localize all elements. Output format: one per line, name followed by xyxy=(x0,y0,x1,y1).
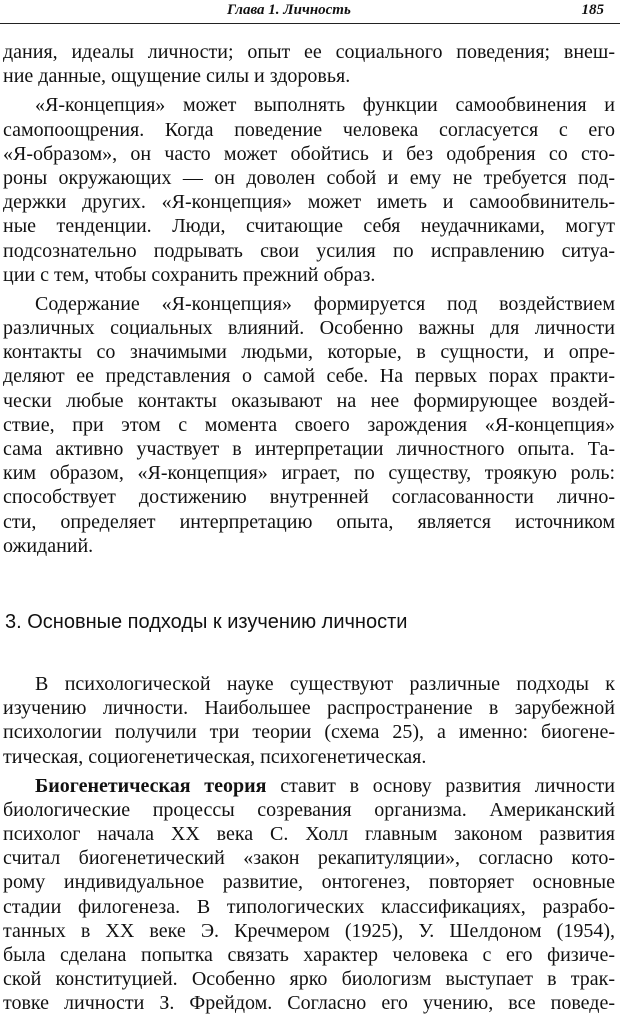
paragraph-line: ные тенденции. Люди, считающие себя неудачниками, могут xyxy=(3,215,615,238)
paragraph-line: держки других. «Я-концепция» может иметь и самообвинитель- xyxy=(3,191,615,214)
paragraph-line: была сделана попытка связать характер человека с его физиче- xyxy=(3,944,615,966)
section-heading: 3. Основные подходы к изучению личности xyxy=(5,610,408,633)
page-body xyxy=(3,40,615,1021)
text-block-1 xyxy=(3,40,615,558)
paragraph-line: биологические процессы созревания организма. Американский xyxy=(3,798,615,821)
paragraph-line: тическая, социогенетическая, психогенетическая. xyxy=(3,745,427,768)
paragraph-line: ожиданий. xyxy=(3,534,94,557)
paragraph-line: подсознательно подрывать свои усилия по исправлению ситуа- xyxy=(3,239,615,262)
paragraph-line: различных социальных влияний. Особенно важны для личности xyxy=(3,317,615,340)
paragraph-line: изучению личности. Наибольшее распространение в зарубежной xyxy=(3,697,615,720)
paragraph xyxy=(3,774,615,1016)
paragraph-line: «Я-концепция» может выполнять функции самообвинения и xyxy=(35,94,615,117)
paragraph-line: «Я-образом», он часто может обойтись и без одобрения со сто- xyxy=(3,142,615,165)
paragraph-line: Содержание «Я-концепция» формируется под воздействием xyxy=(35,292,615,315)
paragraph-line: считал биогенетический «закон рекапитуляции», согласно кото- xyxy=(3,847,615,870)
paragraph-line: Биогенетическая теория ставит в основу развития личности xyxy=(35,774,615,797)
paragraph xyxy=(3,672,615,769)
paragraph-line: контакты со значимыми людьми, которые, в сущности, и опре- xyxy=(3,341,615,364)
page-number: 185 xyxy=(581,2,604,18)
paragraph-line: чески любые контакты оказывают на нее формирующее воздей- xyxy=(3,389,615,412)
text-block-2 xyxy=(3,672,615,1016)
paragraph-line: психолог начала XX века С. Холл главным законом развития xyxy=(3,823,615,846)
paragraph xyxy=(3,93,615,287)
running-header xyxy=(0,1,620,24)
paragraph-line: рому индивидуальное развитие, онтогенез, повторяет основные xyxy=(3,871,615,894)
paragraph-line: способствует достижению внутренней согласованности лично- xyxy=(3,486,615,509)
paragraph-line: дания, идеалы личности; опыт ее социального поведения; внеш- xyxy=(3,41,615,63)
paragraph-line: ким образом, «Я-концепция» играет, по существу, троякую роль: xyxy=(3,462,615,485)
paragraph-line: танных в XX веке Э. Кречмером (1925), У. Шелдоном (1954), xyxy=(3,919,615,942)
bold-term: Биогенетическая теория xyxy=(35,774,267,797)
paragraph-line: психологии получили три теории (схема 25), а именно: биогене- xyxy=(3,721,615,744)
paragraph-line: сти, определяет интерпретацию опыта, является источником xyxy=(3,510,615,533)
paragraph-line: самопоощрения. Когда поведение человека согласуется с его xyxy=(3,118,615,141)
paragraph-line: стадии филогенеза. В типологических классификациях, разрабо- xyxy=(3,895,615,918)
paragraph-line: ской конституцией. Особенно ярко биологизм выступает в трак- xyxy=(3,968,615,991)
paragraph xyxy=(3,292,615,558)
paragraph xyxy=(3,40,615,88)
paragraph-line: ции с тем, чтобы сохранить прежний образ. xyxy=(3,263,376,286)
paragraph-line: ние данные, ощущение силы и здоровья. xyxy=(3,65,351,88)
paragraph-line: ствие, при этом с момента своего зарождения «Я-концепция» xyxy=(3,413,615,436)
paragraph-line: В психологической науке существуют различные подходы к xyxy=(35,672,615,695)
running-title: Глава 1. Личность xyxy=(227,2,351,18)
paragraph-line: товке личности З. Фрейдом. Согласно его учению, все поведе- xyxy=(3,992,615,1015)
paragraph-line: роны окружающих — он доволен собой и ему не требуется под- xyxy=(3,166,615,189)
paragraph-line: сама активно участвует в интерпретации личностного опыта. Та- xyxy=(3,438,615,460)
paragraph-line: деляют ее представления о самой себе. На первых порах практи- xyxy=(3,365,615,388)
